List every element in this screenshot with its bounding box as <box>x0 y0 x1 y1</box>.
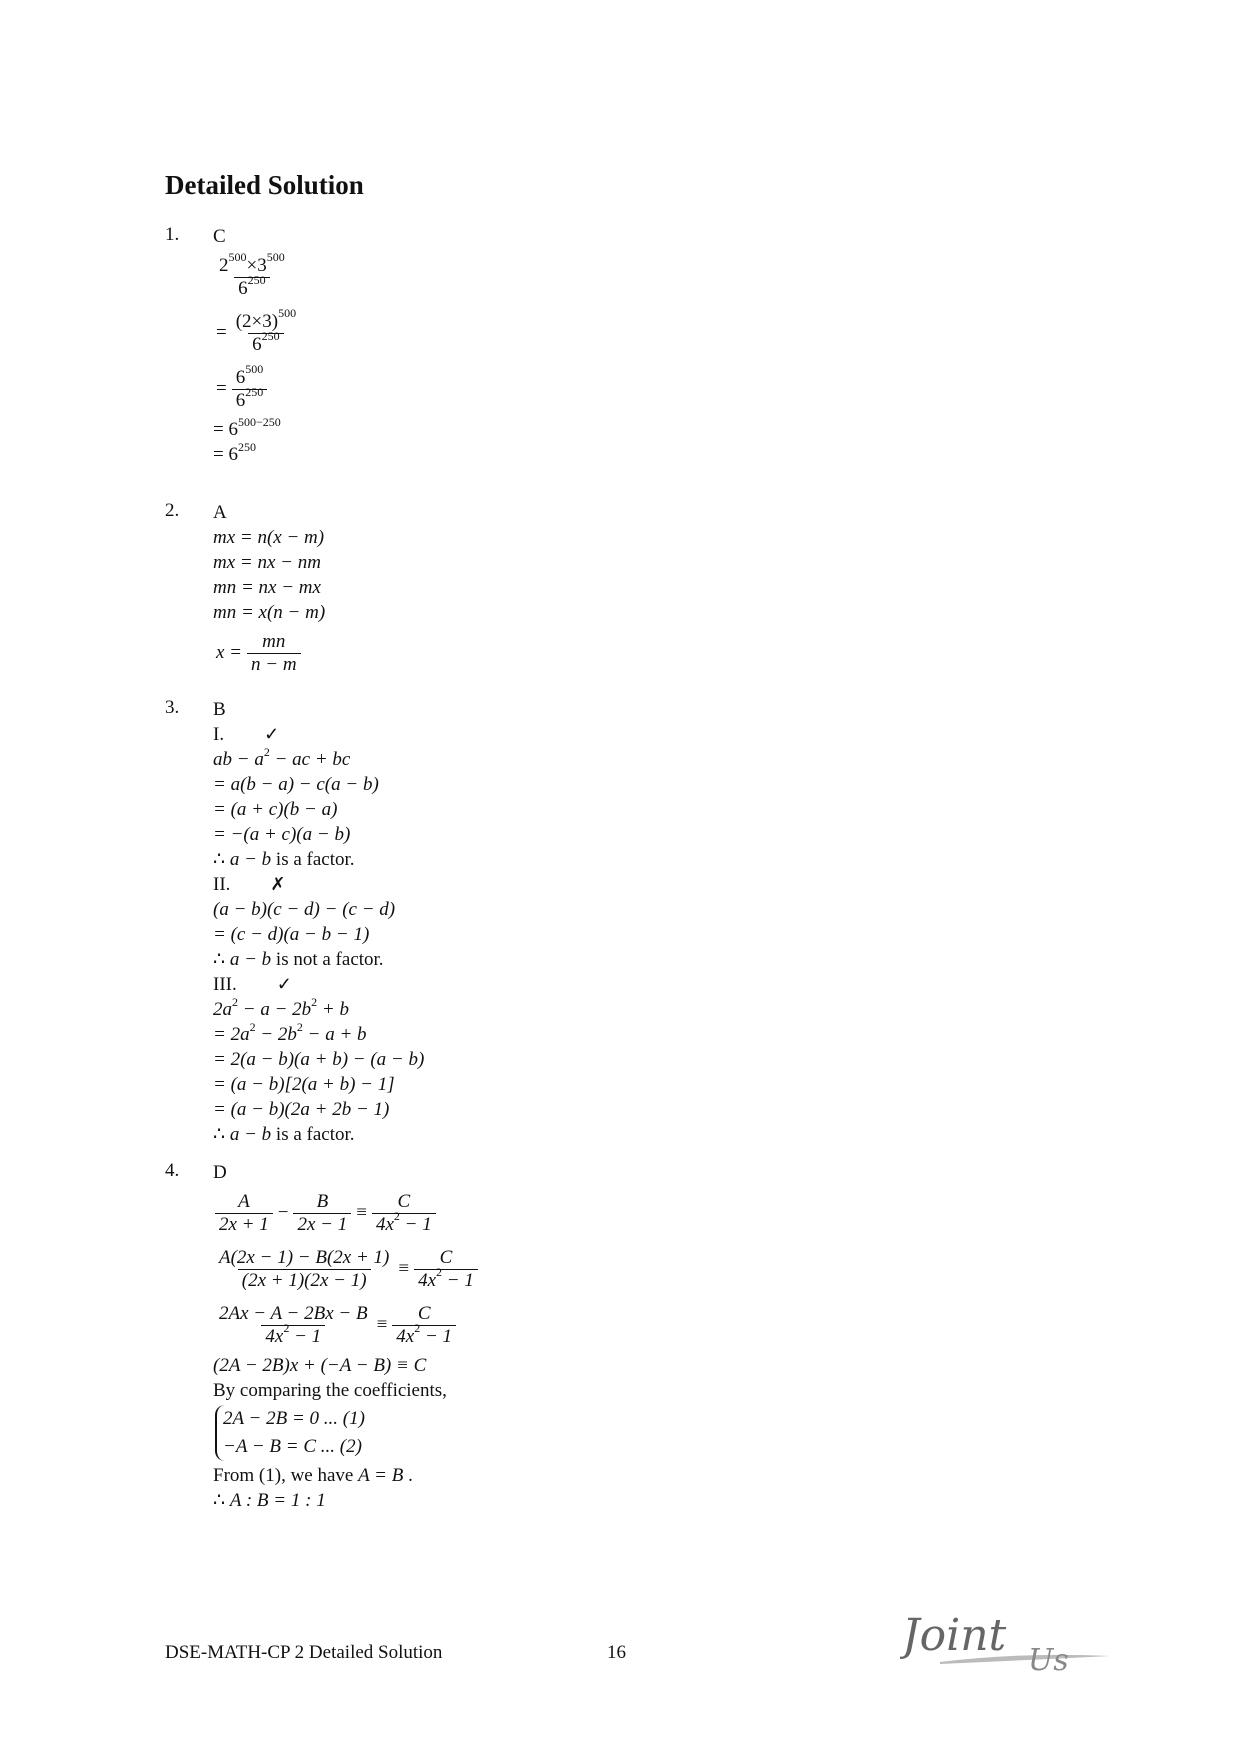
check-icon: ✓ <box>264 724 280 744</box>
equation-line: 2A − 2B = 0 ... (1) <box>223 1408 365 1429</box>
fraction: $\frac{6^{500}}{6^{250}}$ <box>232 367 268 412</box>
conclusion-line: ∴ A : B = 1 : 1 <box>213 1490 326 1511</box>
fraction: $\frac{mn}{n - m}$ <box>247 631 301 676</box>
text-line: By comparing the coefficients, <box>213 1380 447 1401</box>
logo-word-joint: Joint <box>902 1610 1007 1661</box>
part-heading: III. ✓ <box>213 974 292 995</box>
equation-line: mn = nx − mx <box>213 577 321 598</box>
answer-letter: A <box>213 502 227 523</box>
answer-letter: C <box>213 226 226 247</box>
equation-line: $\frac{A}{2x + 1}$ − $\frac{B}{2x - 1}$ ≡ $\frac{C}{4x^2 - 1}$ <box>213 1185 480 1241</box>
equation-line: = $6^{500-250}$ <box>213 414 281 440</box>
fraction: $\frac{C}{4x^2 - 1}$ <box>414 1247 478 1292</box>
equation-line: ab − $a^2$ − ac + bc <box>213 744 351 770</box>
equation-line: −A − B = C ... (2) <box>223 1436 362 1457</box>
equation-line: = (c − d)(a − b − 1) <box>213 924 370 945</box>
equation-line: = (a − b)(2a + 2b − 1) <box>213 1099 390 1120</box>
question-body <box>213 1160 480 1513</box>
equation-line: = −(a + c)(a − b) <box>213 824 351 845</box>
equation-line: mx = n(x − m) <box>213 527 325 548</box>
footer-document-title: DSE-MATH-CP 2 Detailed Solution <box>165 1642 443 1663</box>
equation-line: = $\frac{6^{500}}{6^{250}}$ <box>213 361 302 417</box>
part-heading: I. ✓ <box>213 724 280 745</box>
conclusion-line: ∴ a − b is a factor. <box>213 1124 355 1145</box>
equation-line: = 2(a − b)(a + b) − (a − b) <box>213 1049 425 1070</box>
equation-line: $\frac{A(2x - 1) - B(2x + 1)}{(2x + 1)(2x - 1)}$ ≡ $\frac{C}{4x^2 - 1}$ <box>213 1241 480 1297</box>
equation-line: = a(b − a) − c(a − b) <box>213 774 379 795</box>
equation-line: = $2a^2 - 2b^2 - a + b$ <box>213 1019 367 1045</box>
equation-line: = $6^{250}$ <box>213 439 256 465</box>
text-line: From (1), we have A = B . <box>213 1465 413 1486</box>
equation-line: x = $\frac{mn}{n - m}$ <box>213 625 325 681</box>
fraction: $\frac{C}{4x^2 - 1}$ <box>392 1303 456 1348</box>
equation-line: = (a + c)(b − a) <box>213 799 338 820</box>
fraction: $\frac{2Ax - A - 2Bx - B}{4x^2 - 1}$ <box>219 1302 368 1347</box>
cross-icon: ✗ <box>270 874 286 894</box>
fraction: $\frac{C}{4x^2 - 1}$ <box>372 1191 436 1236</box>
equation-line: (a − b)(c − d) − (c − d) <box>213 899 396 920</box>
fraction: $\frac{2^{500}\times 3^{500}}{6^{250}}$ <box>219 250 285 299</box>
equation-line <box>213 249 302 305</box>
logo-word-us: Us <box>1028 1643 1069 1678</box>
question-number: 1. <box>165 224 180 245</box>
answer-letter: D <box>213 1162 227 1183</box>
question-number: 3. <box>165 697 180 718</box>
equation-system <box>213 1405 480 1461</box>
equation-line: (2A − 2B)x + (−A − B) ≡ C <box>213 1355 427 1376</box>
question-body <box>213 500 325 681</box>
answer-letter: B <box>213 699 226 720</box>
equation-line: = (a − b)[2(a + b) − 1] <box>213 1074 395 1095</box>
equation-line: mx = nx − nm <box>213 552 321 573</box>
check-icon: ✓ <box>276 974 292 994</box>
brace <box>215 1405 365 1461</box>
equation-line: = $\frac{(2\times 3)^{500}}{6^{250}}$ <box>213 305 302 361</box>
question-body <box>213 697 424 1147</box>
part-heading: II. ✗ <box>213 874 286 895</box>
conclusion-line: ∴ a − b is not a factor. <box>213 949 384 970</box>
equation-line: $\frac{2Ax - A - 2Bx - B}{4x^2 - 1}$ ≡ $\frac{C}{4x^2 - 1}$ <box>213 1297 480 1353</box>
question-number: 4. <box>165 1160 180 1181</box>
conclusion-line: ∴ a − b is a factor. <box>213 849 355 870</box>
equation-line: mn = x(n − m) <box>213 602 326 623</box>
fraction: $\frac{B}{2x - 1}$ <box>293 1191 351 1236</box>
fraction: $\frac{A}{2x + 1}$ <box>215 1191 273 1236</box>
question-number: 2. <box>165 500 180 521</box>
fraction: $\frac{(2\times 3)^{500}}{6^{250}}$ <box>235 306 297 355</box>
page-number: 16 <box>607 1642 626 1663</box>
fraction: $\frac{A(2x - 1) - B(2x + 1)}{(2x + 1)(2x - 1)}$ <box>219 1246 390 1291</box>
equation-line: $2a^2 - a - 2b^2 + b$ <box>213 994 349 1020</box>
jointus-logo <box>900 1600 1115 1680</box>
page-title: Detailed Solution <box>165 170 364 200</box>
question-body <box>213 224 302 467</box>
